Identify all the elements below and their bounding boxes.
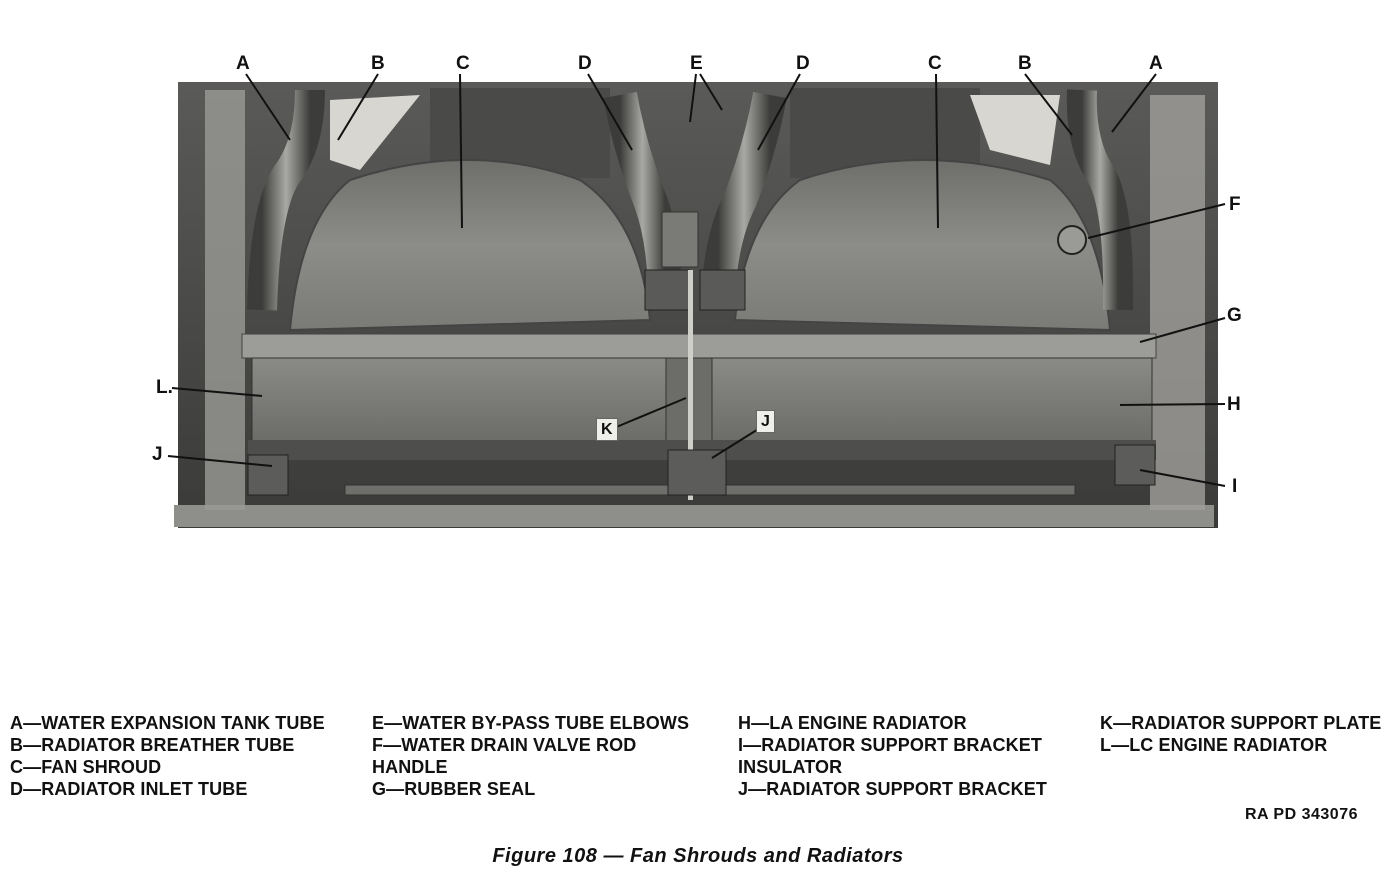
legend-item-e: E—WATER BY-PASS TUBE ELBOWS — [372, 713, 690, 733]
legend-item-c: C—FAN SHROUD — [10, 757, 162, 777]
reference-code: RA PD 343076 — [1244, 806, 1358, 823]
legend-item-f: F—WATER DRAIN VALVE ROD — [372, 735, 637, 755]
callout-j-center: J — [756, 410, 775, 433]
figure-caption: Figure 108 — Fan Shrouds and Radiators — [492, 845, 904, 867]
callout-d-right: D — [796, 53, 810, 74]
callout-b-right: B — [1018, 53, 1032, 74]
legend-item-i-continued: INSULATOR — [738, 757, 843, 777]
legend-item-l: L—LC ENGINE RADIATOR — [1100, 735, 1328, 755]
callout-l: L. — [156, 377, 173, 398]
callout-k: K — [596, 418, 618, 441]
legend-item-d: D—RADIATOR INLET TUBE — [10, 779, 248, 799]
callout-c-right: C — [928, 53, 942, 74]
legend-item-k: K—RADIATOR SUPPORT PLATE — [1100, 713, 1382, 733]
legend-item-a: A—WATER EXPANSION TANK TUBE — [10, 713, 325, 733]
callout-g: G — [1227, 305, 1242, 326]
callout-h: H — [1227, 394, 1241, 415]
callout-d-left: D — [578, 53, 592, 74]
callout-f: F — [1229, 194, 1241, 215]
legend-item-g: G—RUBBER SEAL — [372, 779, 536, 799]
callout-j-left: J — [152, 444, 163, 465]
callout-b-left: B — [371, 53, 385, 74]
callout-c-left: C — [456, 53, 470, 74]
legend-item-i: I—RADIATOR SUPPORT BRACKET — [738, 735, 1042, 755]
legend-column-4 — [1100, 712, 1381, 756]
legend-item-f-continued: HANDLE — [372, 757, 448, 777]
legend-column-3 — [738, 712, 1047, 800]
legend-item-h: H—LA ENGINE RADIATOR — [738, 713, 967, 733]
callout-i: I — [1232, 476, 1238, 497]
callout-e: E — [690, 53, 703, 74]
legend-item-j: J—RADIATOR SUPPORT BRACKET — [738, 779, 1047, 799]
legend-column-2 — [372, 712, 689, 800]
legend-column-1 — [10, 712, 325, 800]
callout-a-right: A — [1149, 53, 1163, 74]
callout-a-left: A — [236, 53, 250, 74]
legend-item-b: B—RADIATOR BREATHER TUBE — [10, 735, 295, 755]
